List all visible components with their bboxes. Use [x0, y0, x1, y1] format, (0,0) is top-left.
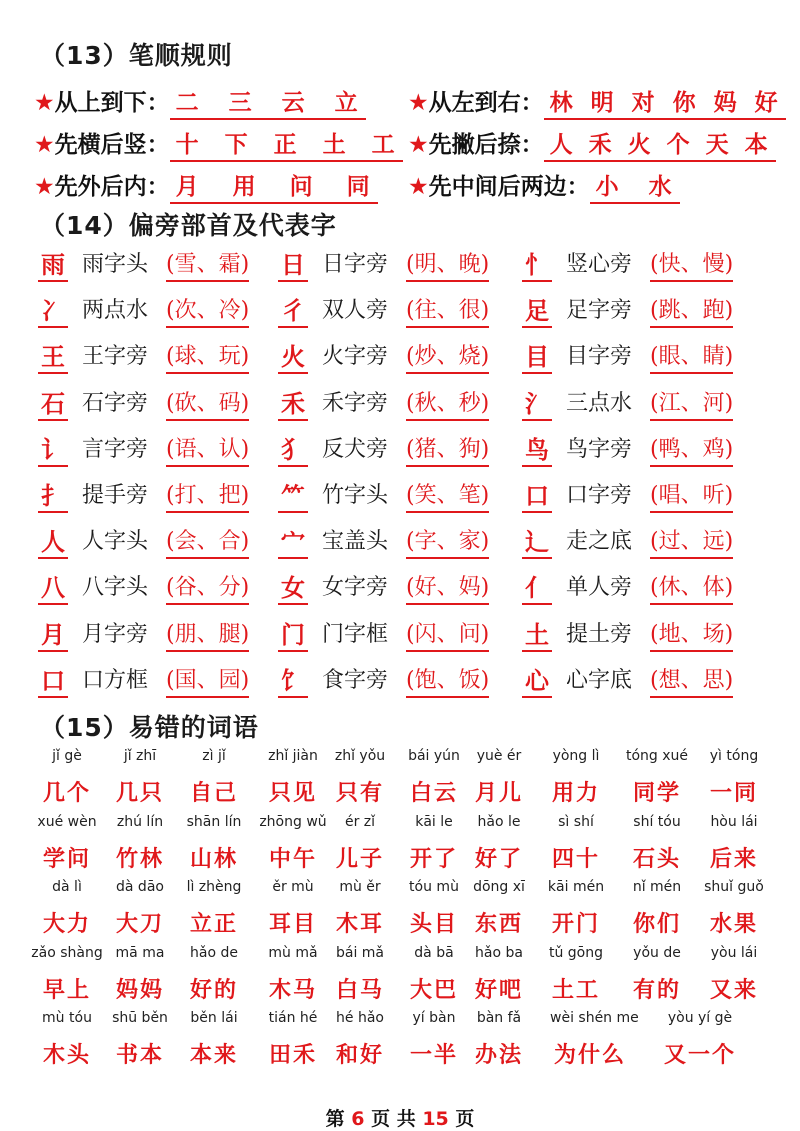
- star-icon: ★: [408, 90, 429, 116]
- word-text: 山林: [189, 845, 238, 872]
- radical-name: 单人旁: [566, 575, 633, 601]
- radical-name: 提土旁: [566, 621, 633, 647]
- rule-examples: 林 明 对 你 妈 好: [544, 84, 786, 120]
- radical-name: 言字旁: [82, 436, 149, 462]
- radical-examples: (会、合): [166, 527, 249, 559]
- radical-char: 鸟: [522, 435, 552, 467]
- radical-char: 土: [522, 620, 552, 652]
- word-pinyin: lì zhèng: [186, 879, 242, 895]
- radical-examples: (休、体): [650, 573, 733, 605]
- rule-label: 先中间后两边：: [428, 174, 590, 200]
- word-pinyin: běn lái: [190, 1010, 238, 1026]
- word-pinyin: dà lì: [52, 879, 82, 895]
- word-pinyin: dà dāo: [116, 879, 164, 895]
- word-text: 白马: [335, 976, 384, 1003]
- word-pinyin: wèi shén me: [550, 1010, 639, 1026]
- word-text: 儿子: [335, 845, 384, 872]
- word-text: 你们: [632, 911, 681, 937]
- word-text: 大刀: [115, 911, 164, 937]
- radical-name: 走之底: [566, 529, 633, 555]
- rule-label: 先撇后捺：: [428, 132, 544, 158]
- rule-label: 先外后内：: [54, 174, 170, 200]
- word-text: 早上: [42, 976, 91, 1003]
- word-text: 好的: [189, 976, 238, 1003]
- word-pinyin: tóng xué: [625, 748, 689, 764]
- word-pinyin: hé hǎo: [336, 1010, 384, 1026]
- radical-name: 两点水: [82, 298, 149, 324]
- rule-left-to-right: [408, 84, 786, 120]
- word-text: 后来: [709, 845, 758, 872]
- word-pinyin: sì shí: [558, 813, 594, 830]
- radical-name: 火字旁: [322, 344, 389, 370]
- radical-name: 提手旁: [82, 483, 149, 508]
- word-text: 月儿: [474, 780, 523, 806]
- radical-examples: (鸭、鸡): [650, 435, 733, 467]
- radical-char: 石: [38, 389, 68, 421]
- radical-char: 犭: [278, 435, 308, 467]
- radical-row: [0, 294, 800, 334]
- radical-examples: (打、把): [166, 481, 249, 513]
- word-pinyin: tóu mù: [409, 879, 459, 895]
- radical-row: [0, 340, 800, 380]
- word-pinyin: zhǐ yǒu: [334, 748, 386, 764]
- word-pinyin: hòu lái: [710, 813, 758, 830]
- word-pinyin: mù tóu: [42, 1010, 92, 1026]
- radical-char: 饣: [278, 666, 308, 698]
- word-pinyin: xué wèn: [37, 813, 97, 830]
- word-text: 几个: [42, 780, 91, 806]
- radical-examples: (谷、分): [166, 573, 249, 605]
- radical-examples: (唱、听): [650, 481, 733, 513]
- word-pinyin: yì tóng: [709, 748, 759, 764]
- section-13-title: （13）笔顺规则: [40, 41, 233, 70]
- current-page-number: 6: [351, 1108, 365, 1130]
- rule-label: 先横后竖：: [54, 132, 170, 158]
- radical-examples: (笑、笔): [406, 481, 489, 513]
- word-text: 四十: [551, 845, 600, 872]
- word-text: 和好: [335, 1042, 384, 1068]
- word-text: 土工: [551, 976, 600, 1003]
- word-pinyin: zì jǐ: [202, 748, 226, 764]
- word-pinyin: zhōng wǔ: [259, 813, 327, 830]
- word-text: 竹林: [115, 845, 164, 872]
- radical-char: 辶: [522, 527, 552, 559]
- radical-char: 八: [38, 573, 68, 605]
- word-text: 用力: [551, 780, 600, 806]
- word-text: 好吧: [474, 976, 523, 1003]
- word-text: 一同: [709, 780, 758, 806]
- word-pinyin: jǐ gè: [52, 748, 82, 764]
- radical-examples: (地、场): [650, 620, 733, 652]
- radical-examples: (字、家): [406, 527, 489, 559]
- word-pinyin: shū běn: [112, 1010, 168, 1026]
- radical-row: [0, 479, 800, 519]
- radical-char: 禾: [278, 389, 308, 421]
- word-text: 同学: [632, 780, 681, 806]
- radical-char: 冫: [38, 296, 68, 328]
- word-pinyin: mā ma: [115, 944, 165, 961]
- word-text: 大力: [42, 911, 91, 937]
- word-pinyin: yí bàn: [412, 1010, 456, 1026]
- radical-examples: (想、思): [650, 666, 733, 698]
- rule-examples: 月 用 问 同: [170, 168, 378, 204]
- radical-examples: (猪、狗): [406, 435, 489, 467]
- word-text: 耳目: [268, 911, 317, 937]
- radical-name: 石字旁: [82, 390, 149, 416]
- rule-left-falling-first: [408, 126, 776, 162]
- radical-name: 宝盖头: [322, 529, 389, 555]
- radical-char: 彳: [278, 296, 308, 328]
- radical-char: 讠: [38, 435, 68, 467]
- radical-examples: (球、玩): [166, 342, 249, 374]
- word-pinyin: zhú lín: [116, 813, 164, 830]
- word-pinyin: kāi le: [415, 813, 453, 830]
- radical-examples: (过、远): [650, 527, 733, 559]
- word-text: 立正: [189, 911, 238, 937]
- footer-middle: 页 共: [371, 1108, 416, 1130]
- word-pinyin: bàn fǎ: [476, 1010, 522, 1026]
- radical-name: 雨字头: [82, 252, 149, 277]
- radical-name: 三点水: [566, 390, 633, 416]
- section-15-title: （15）易错的词语: [40, 713, 259, 742]
- radical-char: 氵: [522, 389, 552, 421]
- radical-char: 日: [278, 250, 308, 282]
- radical-char: 雨: [38, 250, 68, 282]
- word-text: 大巴: [409, 976, 458, 1003]
- footer-prefix: 第: [325, 1108, 345, 1130]
- word-text: 只见: [268, 780, 317, 806]
- section-14-title: （14）偏旁部首及代表字: [40, 211, 337, 240]
- word-text: 又一个: [663, 1042, 736, 1068]
- word-pinyin: yuè ér: [476, 748, 522, 764]
- word-pinyin: kāi mén: [547, 879, 605, 895]
- radical-row: [0, 618, 800, 658]
- word-text: 只有: [335, 780, 384, 806]
- rule-middle-first: [408, 168, 680, 204]
- radical-examples: (国、园): [166, 666, 249, 698]
- radical-examples: (往、很): [406, 296, 489, 328]
- word-text: 自己: [189, 780, 238, 806]
- radical-name: 双人旁: [322, 298, 389, 324]
- word-pinyin: yǒu de: [633, 944, 681, 961]
- footer-suffix: 页: [455, 1108, 475, 1130]
- radical-char: 亻: [522, 573, 552, 605]
- rule-examples: 人 禾 火 个 天 本: [544, 126, 776, 162]
- radical-name: 反犬旁: [322, 436, 389, 462]
- radical-row: [0, 248, 800, 288]
- page-footer: [0, 1104, 800, 1131]
- radical-char: ⺮: [278, 481, 308, 513]
- word-text: 好了: [474, 845, 523, 872]
- radical-row: [0, 387, 800, 427]
- word-pinyin: bái mǎ: [335, 944, 385, 961]
- word-text: 木马: [268, 976, 317, 1003]
- word-pinyin: shuǐ guǒ: [704, 879, 764, 895]
- radical-char: 目: [522, 342, 552, 374]
- radical-name: 八字头: [82, 575, 149, 601]
- radical-examples: (秋、秒): [406, 389, 489, 421]
- radical-name: 竹字头: [322, 483, 389, 508]
- radical-name: 禾字旁: [322, 390, 389, 416]
- radical-name: 门字框: [322, 621, 389, 647]
- word-pinyin: hǎo de: [190, 944, 238, 961]
- radical-char: 口: [522, 481, 552, 513]
- radical-examples: (快、慢): [650, 250, 733, 282]
- rule-examples: 二 三 云 立: [170, 84, 366, 120]
- radical-char: 月: [38, 620, 68, 652]
- word-text: 有的: [632, 976, 681, 1003]
- word-text: 一半: [409, 1042, 458, 1068]
- star-icon: ★: [34, 132, 55, 158]
- radical-name: 食字旁: [322, 667, 389, 693]
- radical-examples: (闪、问): [406, 620, 489, 652]
- radical-char: 忄: [522, 250, 552, 282]
- radical-row: [0, 433, 800, 473]
- radical-name: 日字旁: [322, 252, 389, 277]
- radical-char: 门: [278, 620, 308, 652]
- word-text: 开了: [409, 845, 458, 872]
- radical-examples: (雪、霜): [166, 250, 249, 282]
- word-pinyin: bái yún: [408, 748, 460, 764]
- word-pinyin: mù mǎ: [268, 944, 318, 961]
- rule-examples: 小 水: [590, 168, 680, 204]
- word-pinyin: hǎo ba: [475, 944, 523, 961]
- radical-char: 王: [38, 342, 68, 374]
- word-text: 中午: [268, 845, 317, 872]
- word-pinyin: hǎo le: [477, 813, 521, 830]
- word-pinyin: jǐ zhī: [123, 748, 157, 764]
- word-pinyin: ér zǐ: [344, 813, 376, 830]
- radical-char: 口: [38, 666, 68, 698]
- radical-name: 竖心旁: [566, 252, 633, 277]
- radical-examples: (朋、腿): [166, 620, 249, 652]
- radical-name: 月字旁: [82, 621, 149, 647]
- radical-name: 鸟字旁: [566, 436, 633, 462]
- star-icon: ★: [34, 174, 55, 200]
- word-text: 又来: [709, 976, 758, 1003]
- word-text: 木头: [42, 1042, 91, 1068]
- star-icon: ★: [34, 90, 55, 116]
- word-pinyin: zhǐ jiàn: [268, 748, 318, 764]
- word-text: 几只: [115, 780, 164, 806]
- word-pinyin: shān lín: [186, 813, 242, 830]
- word-text: 白云: [409, 780, 458, 806]
- rule-row-2: [0, 126, 800, 162]
- radical-examples: (饱、饭): [406, 666, 489, 698]
- radical-name: 口字旁: [566, 483, 633, 508]
- rule-label: 从左到右：: [428, 90, 544, 116]
- rule-top-to-bottom: [34, 84, 366, 120]
- word-pinyin: dà bā: [414, 944, 454, 961]
- radical-examples: (跳、跑): [650, 296, 733, 328]
- word-text: 头目: [409, 911, 458, 937]
- word-text: 办法: [474, 1042, 523, 1068]
- radical-examples: (次、冷): [166, 296, 249, 328]
- word-text: 妈妈: [115, 976, 164, 1003]
- word-text: 书本: [115, 1042, 164, 1068]
- radical-row: [0, 571, 800, 611]
- radical-char: 人: [38, 527, 68, 559]
- radical-examples: (江、河): [650, 389, 733, 421]
- radical-examples: (眼、睛): [650, 342, 733, 374]
- total-page-count: 15: [422, 1108, 449, 1130]
- word-text: 本来: [189, 1042, 238, 1068]
- radical-char: 扌: [38, 481, 68, 513]
- radical-char: 心: [522, 666, 552, 698]
- star-icon: ★: [408, 132, 429, 158]
- word-text: 学问: [42, 845, 91, 872]
- word-text: 东西: [474, 911, 523, 937]
- radical-examples: (炒、烧): [406, 342, 489, 374]
- word-pinyin: dōng xī: [473, 879, 525, 895]
- word-text: 开门: [551, 911, 600, 937]
- word-pinyin: yòu yí gè: [667, 1010, 733, 1026]
- radical-name: 目字旁: [566, 344, 633, 370]
- radical-examples: (好、妈): [406, 573, 489, 605]
- radical-name: 人字头: [82, 529, 149, 555]
- rule-label: 从上到下：: [54, 90, 170, 116]
- radical-row: [0, 525, 800, 565]
- word-pinyin: tǔ gōng: [548, 944, 604, 961]
- rule-row-3: [0, 168, 800, 204]
- radical-name: 女字旁: [322, 575, 389, 601]
- word-pinyin: mù ěr: [339, 879, 381, 895]
- rule-examples: 十 下 正 土 工: [170, 126, 403, 162]
- word-pinyin: tián hé: [268, 1010, 318, 1026]
- word-pinyin: yòng lì: [552, 748, 600, 764]
- word-pinyin: yòu lái: [710, 944, 758, 961]
- star-icon: ★: [408, 174, 429, 200]
- word-pinyin: nǐ mén: [632, 879, 682, 895]
- word-pinyin: shí tóu: [633, 813, 681, 830]
- radical-examples: (砍、码): [166, 389, 249, 421]
- radical-name: 口方框: [82, 667, 149, 693]
- radical-char: 宀: [278, 527, 308, 559]
- word-pinyin: zǎo shàng: [31, 944, 103, 961]
- word-text: 木耳: [335, 911, 384, 937]
- rule-outside-first: [34, 168, 378, 204]
- rule-row-1: [0, 84, 800, 120]
- radical-char: 火: [278, 342, 308, 374]
- word-pinyin: ěr mù: [272, 879, 314, 895]
- radical-char: 足: [522, 296, 552, 328]
- rule-horizontal-first: [34, 126, 403, 162]
- word-text: 水果: [709, 911, 758, 937]
- radical-name: 足字旁: [566, 298, 633, 324]
- radical-name: 心字底: [566, 667, 633, 693]
- radical-row: [0, 664, 800, 704]
- radical-char: 女: [278, 573, 308, 605]
- word-text: 田禾: [268, 1042, 317, 1068]
- word-text: 石头: [632, 845, 681, 872]
- radical-examples: (语、认): [166, 435, 249, 467]
- radical-name: 王字旁: [82, 344, 149, 370]
- radical-examples: (明、晚): [406, 250, 489, 282]
- word-text: 为什么: [553, 1042, 626, 1068]
